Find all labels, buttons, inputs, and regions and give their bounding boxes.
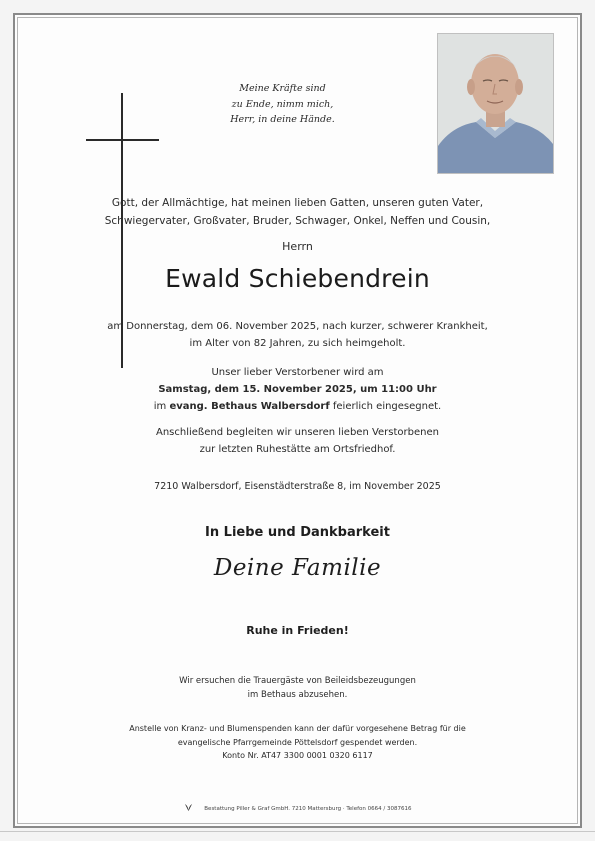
funeral-date: Samstag, dem 15. November 2025, um 11:00 Uhr xyxy=(158,384,437,395)
funeral-info xyxy=(70,364,525,415)
footer-text: Bestattung Piller & Graf GmbH. 7210 Mattersburg · Telefon 0664 / 3087616 xyxy=(204,806,412,812)
burial-line: Anschließend begleiten wir unseren lieben Verstorbenen xyxy=(156,427,439,438)
family-signature: Deine Familie xyxy=(213,555,382,581)
burial-info xyxy=(70,424,525,458)
rest-in-peace: Ruhe in Frieden! xyxy=(246,624,349,637)
portrait-photo xyxy=(438,34,553,173)
death-line: am Donnerstag, dem 06. November 2025, nach kurzer, schwerer Krankheit, xyxy=(107,321,488,332)
place-date: 7210 Walbersdorf, Eisenstädterstraße 8, im November 2025 xyxy=(154,481,441,492)
love-gratitude: In Liebe und Dankbarkeit xyxy=(205,525,390,540)
funeral-line: Unser lieber Verstorbener wird am xyxy=(211,367,384,378)
intro-line: Gott, der Allmächtige, hat meinen lieben Gatten, unseren guten Vater, xyxy=(111,197,484,209)
quote-line: Meine Kräfte sind xyxy=(239,83,326,94)
request-line: Wir ersuchen die Trauergäste von Beileidsbezeugungen xyxy=(179,676,416,686)
deceased-name: Ewald Schiebendrein xyxy=(165,264,430,293)
request-line: im Bethaus abzusehen. xyxy=(247,690,348,700)
donation-line: evangelische Pfarrgemeinde Pöttelsdorf gespendet werden. xyxy=(177,737,418,747)
bible-quote xyxy=(200,81,365,128)
funeral-home-logo-icon xyxy=(184,803,193,814)
death-notice xyxy=(70,318,525,352)
funeral-location: evang. Bethaus Walbersdorf xyxy=(169,401,330,412)
funeral-suffix: feierlich eingesegnet. xyxy=(332,401,442,412)
footer xyxy=(70,803,525,814)
condolence-request xyxy=(70,674,525,702)
donation-line: Anstelle von Kranz- und Blumenspenden kann der dafür vorgesehene Betrag für die xyxy=(129,724,466,733)
quote-line: Herr, in deine Hände. xyxy=(230,114,335,125)
intro-text xyxy=(70,194,525,230)
salutation: Herrn xyxy=(282,240,313,253)
donation-account: Konto Nr. AT47 3300 0001 0320 6117 xyxy=(222,751,373,760)
donation-info xyxy=(70,722,525,763)
burial-line: zur letzten Ruhestätte am Ortsfriedhof. xyxy=(199,444,396,455)
page-edge-line xyxy=(0,831,595,832)
funeral-location-line xyxy=(70,398,525,415)
quote-line: zu Ende, nimm mich, xyxy=(231,98,334,110)
intro-line: Schwiegervater, Großvater, Bruder, Schwager, Onkel, Neffen und Cousin, xyxy=(104,215,491,227)
death-line: im Alter von 82 Jahren, zu sich heimgeholt. xyxy=(189,338,406,349)
portrait-photo-icon xyxy=(438,34,553,173)
funeral-prefix: im xyxy=(153,401,167,412)
cross-icon-horizontal xyxy=(86,139,159,141)
